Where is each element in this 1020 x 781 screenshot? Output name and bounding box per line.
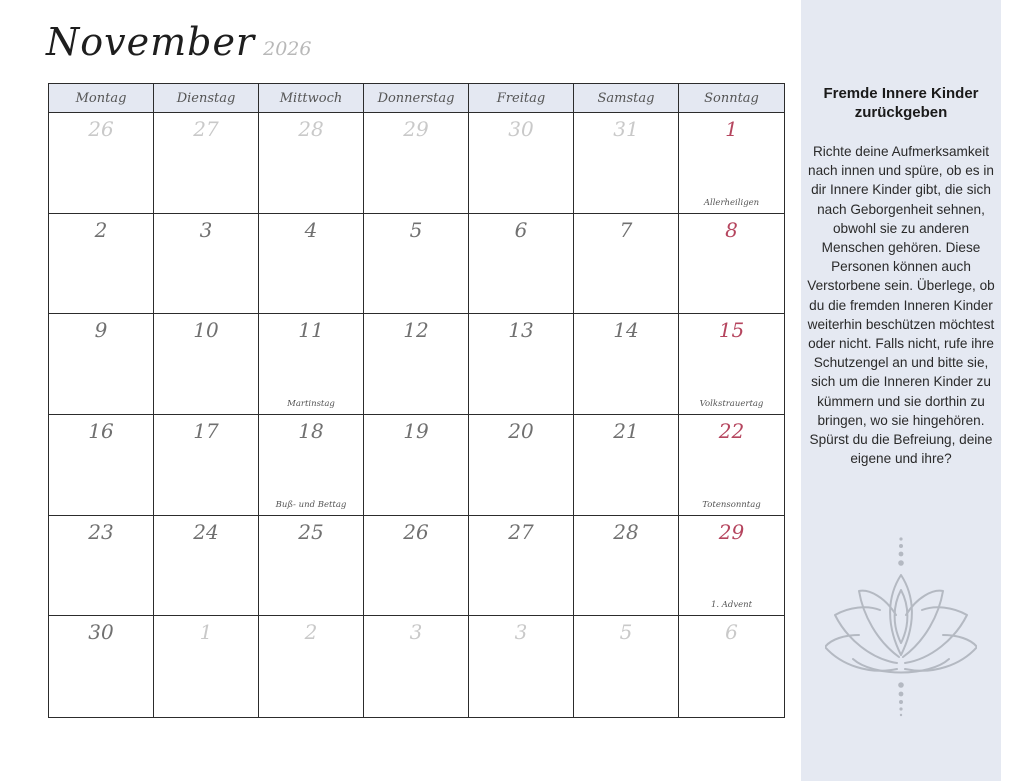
day-number: 4: [304, 217, 318, 242]
day-cell-tuesday[interactable]: [154, 214, 259, 315]
day-number: 22: [718, 418, 745, 443]
day-number: 13: [508, 318, 534, 343]
calendar-grid: [48, 83, 785, 718]
day-number: 30: [508, 117, 534, 141]
weekday-header-sunday: Sonntag: [679, 84, 784, 113]
day-number: 3: [199, 217, 213, 242]
day-number: 23: [88, 519, 114, 544]
day-cell-monday[interactable]: [49, 516, 154, 617]
day-number: 1: [725, 117, 738, 141]
day-number: 2: [94, 217, 108, 242]
holiday-label: 1. Advent: [710, 600, 753, 611]
day-cell-saturday[interactable]: [574, 516, 679, 617]
day-number: 27: [508, 519, 534, 544]
holiday-label: Volkstrauertag: [699, 398, 764, 409]
month-year: 2026: [263, 38, 312, 60]
day-number: 18: [298, 418, 324, 443]
weekday-header-wednesday: Mittwoch: [259, 84, 364, 113]
month-name: November: [46, 20, 256, 64]
day-cell-tuesday[interactable]: [154, 314, 259, 415]
weekday-header-thursday: Donnerstag: [364, 84, 469, 113]
day-number: 11: [298, 318, 324, 343]
day-cell-monday[interactable]: [49, 113, 154, 214]
day-number: 2: [304, 620, 318, 645]
weekday-header-monday: Montag: [49, 84, 154, 113]
day-cell-monday[interactable]: [49, 314, 154, 415]
day-cell-thursday[interactable]: [364, 314, 469, 415]
day-cell-thursday[interactable]: [364, 616, 469, 717]
day-cell-thursday[interactable]: [364, 516, 469, 617]
day-number: 6: [725, 620, 738, 645]
day-number: 1: [199, 620, 213, 645]
day-cell-wednesday[interactable]: [259, 415, 364, 516]
weekday-header-friday: Freitag: [469, 84, 574, 113]
day-cell-friday[interactable]: [469, 113, 574, 214]
day-number: 8: [725, 217, 738, 242]
day-cell-wednesday[interactable]: [259, 113, 364, 214]
day-number: 15: [718, 318, 745, 343]
day-number: 26: [88, 117, 114, 141]
day-cell-wednesday[interactable]: [259, 214, 364, 315]
lotus-icon: [825, 535, 977, 720]
day-number: 5: [619, 620, 633, 645]
day-cell-sunday[interactable]: [679, 616, 784, 717]
holiday-label: Allerheiligen: [703, 197, 760, 208]
day-cell-sunday[interactable]: [679, 516, 784, 617]
day-cell-monday[interactable]: [49, 214, 154, 315]
day-number: 26: [403, 519, 429, 544]
day-cell-friday[interactable]: [469, 415, 574, 516]
day-cell-wednesday[interactable]: [259, 616, 364, 717]
day-cell-wednesday[interactable]: [259, 516, 364, 617]
day-number: 19: [403, 418, 429, 443]
day-cell-monday[interactable]: [49, 415, 154, 516]
day-cell-monday[interactable]: [49, 616, 154, 717]
day-number: 14: [613, 318, 639, 343]
day-number: 5: [409, 217, 423, 242]
day-number: 7: [619, 217, 633, 242]
day-cell-tuesday[interactable]: [154, 415, 259, 516]
day-cell-sunday[interactable]: [679, 214, 784, 315]
day-cell-thursday[interactable]: [364, 214, 469, 315]
day-cell-sunday[interactable]: [679, 113, 784, 214]
day-number: 29: [403, 117, 429, 141]
day-cell-sunday[interactable]: [679, 314, 784, 415]
holiday-label: Totensonntag: [702, 499, 761, 510]
sidebar: [801, 0, 1001, 781]
day-cell-friday[interactable]: [469, 516, 574, 617]
day-cell-tuesday[interactable]: [154, 516, 259, 617]
day-number: 27: [193, 117, 219, 141]
day-number: 9: [94, 318, 108, 343]
day-cell-tuesday[interactable]: [154, 113, 259, 214]
day-cell-saturday[interactable]: [574, 616, 679, 717]
day-cell-thursday[interactable]: [364, 415, 469, 516]
day-cell-friday[interactable]: [469, 314, 574, 415]
day-number: 12: [403, 318, 429, 343]
day-number: 3: [514, 620, 528, 645]
day-cell-saturday[interactable]: [574, 415, 679, 516]
day-number: 10: [193, 318, 219, 343]
day-cell-friday[interactable]: [469, 616, 574, 717]
day-number: 30: [88, 620, 114, 645]
day-number: 6: [514, 217, 528, 242]
day-number: 28: [613, 519, 639, 544]
day-cell-wednesday[interactable]: [259, 314, 364, 415]
holiday-label: Buß- und Bettag: [275, 499, 347, 510]
day-cell-saturday[interactable]: [574, 113, 679, 214]
day-number: 24: [193, 519, 219, 544]
holiday-label: Martinstag: [287, 398, 335, 409]
day-cell-thursday[interactable]: [364, 113, 469, 214]
day-number: 20: [508, 418, 534, 443]
sidebar-title: Fremde Innere Kinder zurückgeben: [823, 85, 979, 121]
day-number: 29: [718, 519, 745, 544]
day-cell-tuesday[interactable]: [154, 616, 259, 717]
day-number: 28: [298, 117, 324, 141]
sidebar-text: Richte deine Aufmerksamkeit nach innen und spüre, ob es in dir Innere Kinder gibt, die sich nach Geborgenheit sehnen, obwohl sie zu anderen Menschen gehören. Diese Personen können auch Verstorbene sein. Überlege, ob du die fremden Inneren Kinder weiterhin beschützen möchtest oder nicht. Falls nicht, rufe ihre Schutzengel an und bitte sie, sich um die Inneren Kinder zu kümmern und sie dorthin zu bringen, wo sie hingehören. Spürst du die Befreiung, deine eigene und ihre?: [807, 144, 995, 467]
day-number: 3: [409, 620, 423, 645]
day-cell-saturday[interactable]: [574, 314, 679, 415]
day-number: 21: [613, 418, 639, 443]
day-number: 16: [88, 418, 114, 443]
day-number: 31: [613, 117, 639, 141]
day-cell-friday[interactable]: [469, 214, 574, 315]
day-cell-sunday[interactable]: [679, 415, 784, 516]
day-cell-saturday[interactable]: [574, 214, 679, 315]
day-number: 25: [298, 519, 324, 544]
weekday-header-tuesday: Dienstag: [154, 84, 259, 113]
month-header: [46, 20, 311, 70]
day-number: 17: [193, 418, 219, 443]
weekday-header-saturday: Samstag: [574, 84, 679, 113]
